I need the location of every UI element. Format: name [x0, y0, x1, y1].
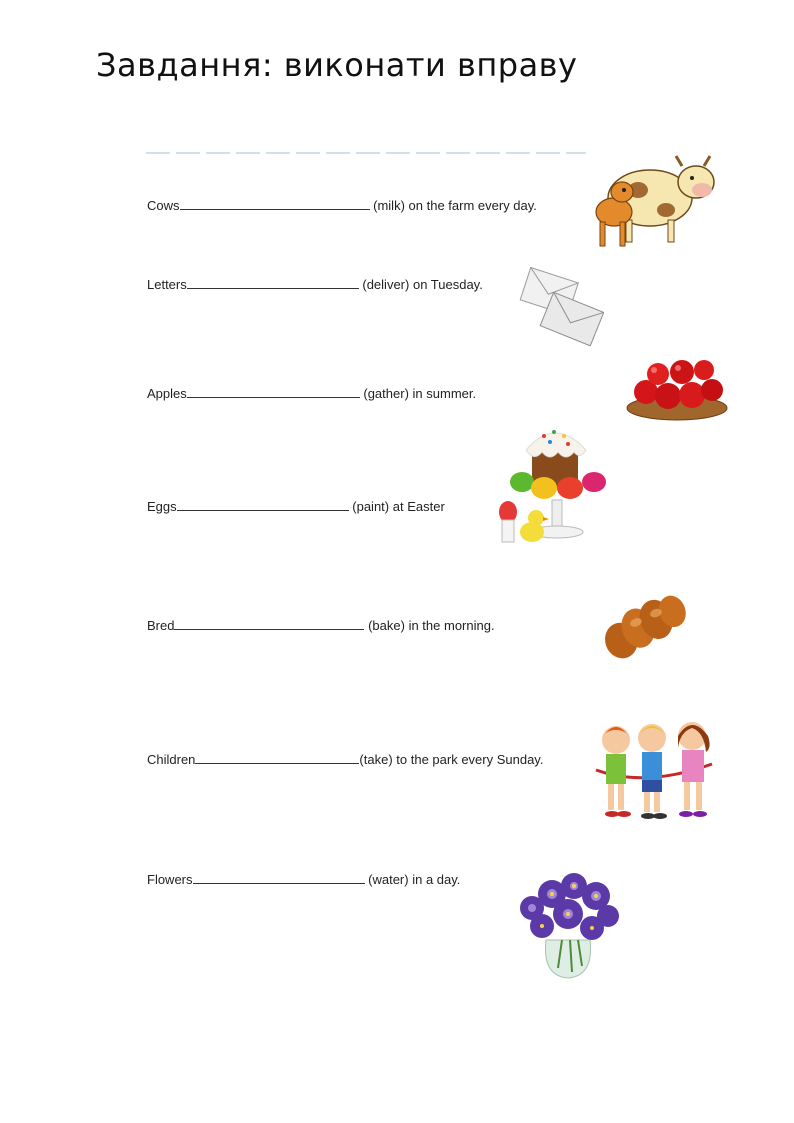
- sentence-rest: in the morning.: [408, 618, 495, 633]
- answer-blank-6[interactable]: [195, 752, 359, 764]
- sentence-subject: Cows: [147, 198, 180, 213]
- answer-blank-1[interactable]: [180, 198, 370, 210]
- answer-blank-4[interactable]: [177, 499, 349, 511]
- sentence-rest: in a day.: [412, 872, 461, 887]
- easter-cake-icon: [496, 420, 618, 550]
- sentence-verb: (gather): [363, 386, 409, 401]
- sentence-subject: Eggs: [147, 499, 177, 514]
- sentence-bread: [147, 618, 495, 633]
- sentence-subject: Flowers: [147, 872, 193, 887]
- sentence-rest: at Easter: [392, 499, 445, 514]
- sentence-subject: Apples: [147, 386, 187, 401]
- children-icon: [586, 718, 722, 822]
- sentence-verb: (deliver): [362, 277, 410, 292]
- divider: [146, 152, 586, 154]
- sentence-subject: Letters: [147, 277, 187, 292]
- sentence-eggs: [147, 499, 445, 514]
- sentence-flowers: [147, 872, 460, 887]
- sentence-rest: on Tuesday.: [412, 277, 483, 292]
- answer-blank-2[interactable]: [187, 277, 359, 289]
- sentence-rest: to the park every Sunday.: [396, 752, 544, 767]
- bread-icon: [598, 592, 690, 662]
- sentence-verb: (water): [368, 872, 409, 887]
- sentence-verb: (take): [359, 752, 393, 767]
- answer-blank-7[interactable]: [193, 872, 365, 884]
- sentence-letters: [147, 277, 483, 292]
- sentence-verb: (paint): [352, 499, 390, 514]
- page-title: Завдання: виконати вправу: [96, 46, 578, 84]
- sentence-verb: (milk): [373, 198, 405, 213]
- envelope-icon: [518, 262, 604, 350]
- sentence-verb: (bake): [368, 618, 405, 633]
- answer-blank-3[interactable]: [187, 386, 360, 398]
- sentence-cows: [147, 198, 537, 213]
- sentence-rest: in summer.: [412, 386, 477, 401]
- sentence-apples: [147, 386, 476, 401]
- sentence-rest: on the farm every day.: [408, 198, 537, 213]
- sentence-subject: Bred: [147, 618, 175, 633]
- flowers-icon: [512, 868, 624, 982]
- apples-icon: [624, 350, 730, 424]
- sentence-subject: Children: [147, 752, 196, 767]
- cow-icon: [578, 150, 720, 254]
- sentence-children: [147, 752, 543, 767]
- answer-blank-5[interactable]: [174, 618, 364, 630]
